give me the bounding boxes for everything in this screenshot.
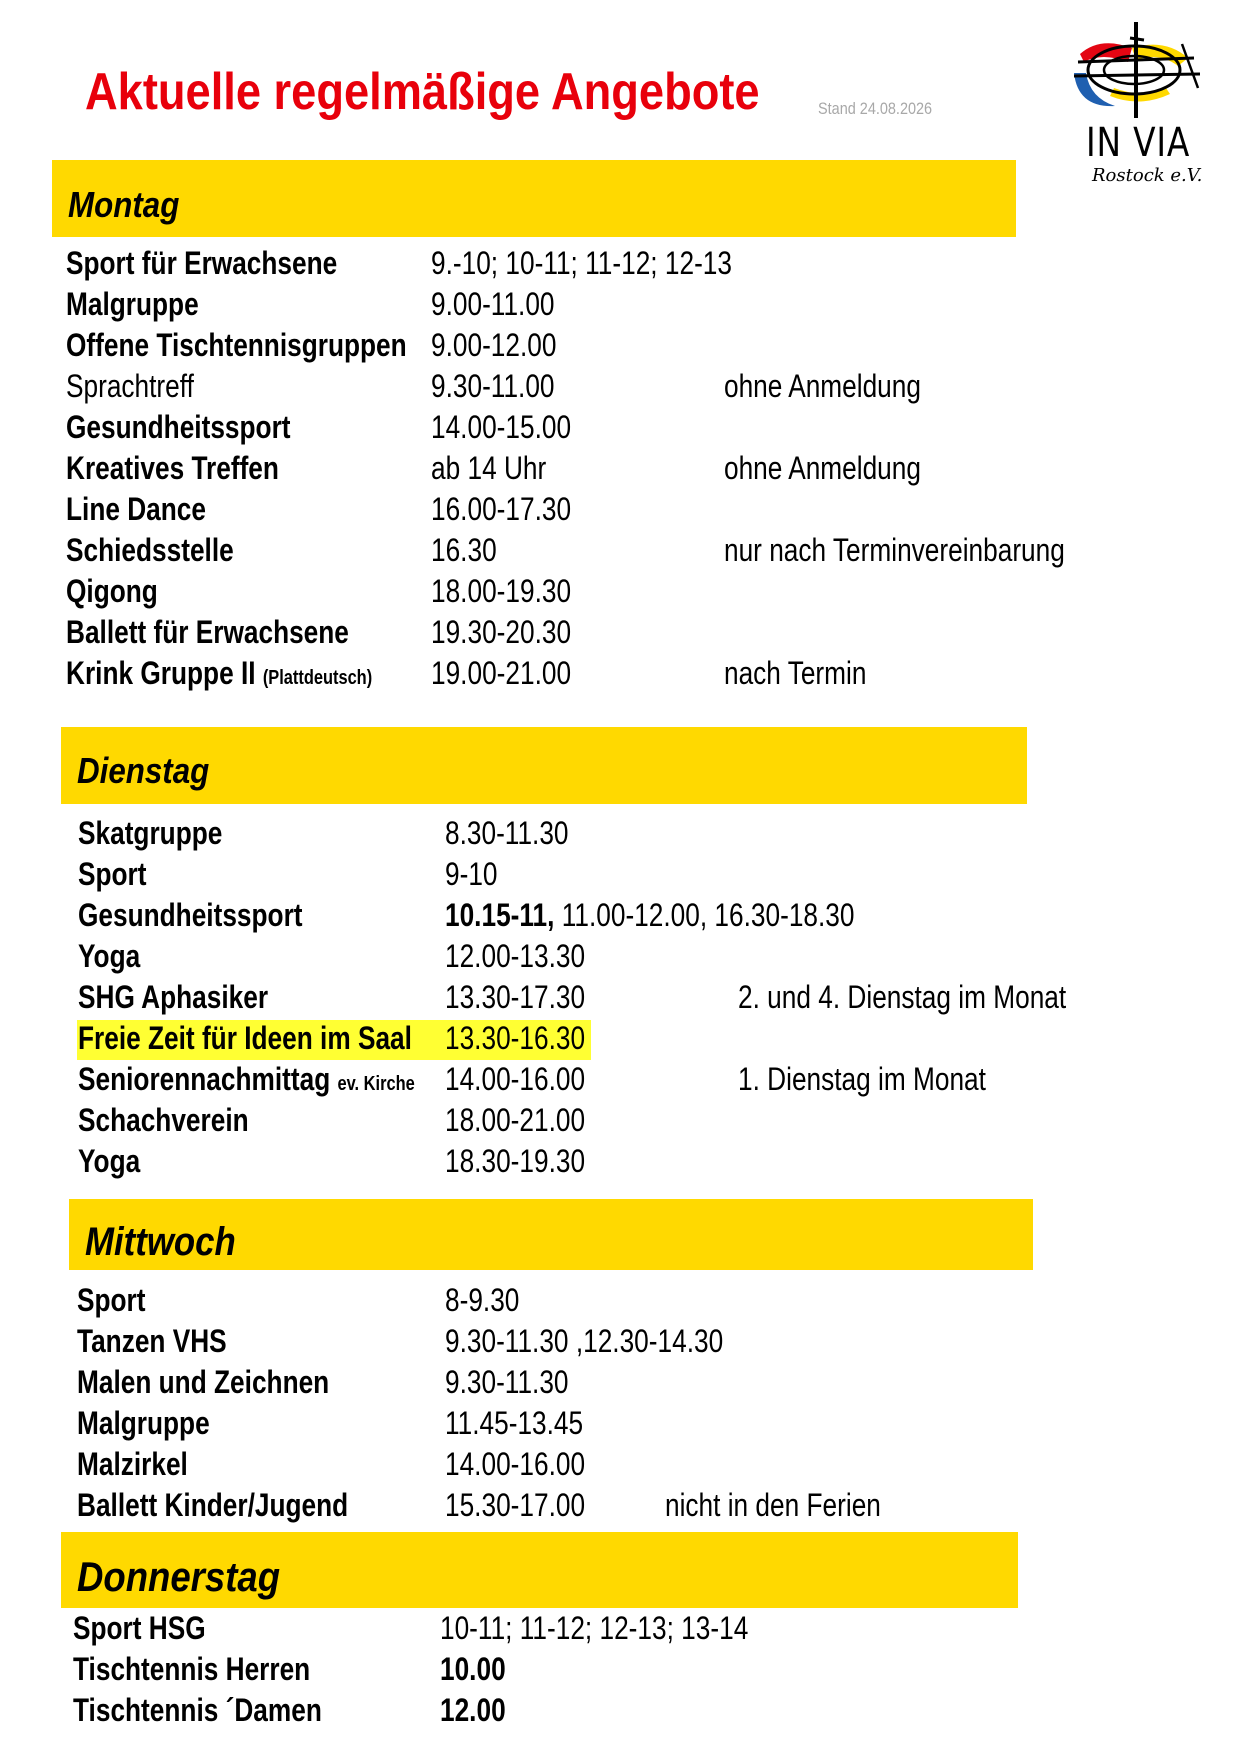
activity-time: 14.00-15.00: [431, 409, 572, 445]
activity-name: Malgruppe: [66, 286, 199, 322]
activity-note: 1. Dienstag im Monat: [738, 1061, 986, 1097]
activity-time: 9.-10; 10-11; 11-12; 12-13: [431, 245, 732, 281]
activity-name: Tanzen VHS: [77, 1323, 227, 1359]
page-title: Aktuelle regelmäßige Angebote: [85, 63, 760, 121]
activity-name: Sport: [78, 856, 147, 892]
activity-time: 18.30-19.30: [445, 1143, 586, 1179]
activity-time: 19.30-20.30: [431, 614, 572, 650]
activity-name: Yoga: [78, 938, 141, 974]
activity-name: Malen und Zeichnen: [77, 1364, 330, 1400]
activity-name: Sprachtreff: [66, 368, 194, 404]
activity-time: 13.30-16.30: [445, 1020, 586, 1056]
activity-name: Qigong: [66, 573, 158, 609]
activity-name: Schiedsstelle: [66, 532, 234, 568]
activity-time: 19.00-21.00: [431, 655, 572, 691]
activity-name-suffix: ev. Kirche: [337, 1073, 415, 1095]
activity-time: 8-9.30: [445, 1282, 520, 1318]
activity-time: 14.00-16.00: [445, 1446, 586, 1482]
activity-time: 12.00-13.30: [445, 938, 586, 974]
activity-time-rest: 11.00-12.00, 16.30-18.30: [554, 897, 855, 933]
activity-time: 18.00-21.00: [445, 1102, 586, 1138]
activity-time: 11.45-13.45: [445, 1405, 584, 1441]
activity-time: 10-11; 11-12; 12-13; 13-14: [440, 1610, 749, 1646]
activity-name: SHG Aphasiker: [78, 979, 269, 1015]
activity-time: 14.00-16.00: [445, 1061, 586, 1097]
day-label-mittwoch: Mittwoch: [85, 1220, 236, 1264]
activity-name: Line Dance: [66, 491, 206, 527]
activity-time: 16.00-17.30: [431, 491, 572, 527]
activity-time: 9-10: [445, 856, 498, 892]
activity-note: nach Termin: [724, 655, 867, 691]
activity-time: 13.30-17.30: [445, 979, 586, 1015]
activity-note: ohne Anmeldung: [724, 450, 921, 486]
day-label-dienstag: Dienstag: [77, 750, 210, 791]
activity-time: 10.00: [440, 1651, 506, 1687]
activity-time: 9.30-11.30: [445, 1364, 569, 1400]
activity-name: Yoga: [78, 1143, 141, 1179]
activity-name: Tischtennis Herren: [73, 1651, 311, 1687]
logo-subtitle: Rostock e.V.: [1092, 165, 1203, 186]
activity-time: 18.00-19.30: [431, 573, 572, 609]
activity-name: [78, 1059, 415, 1104]
activity-name: Tischtennis ´Damen: [73, 1692, 322, 1728]
activity-name: Gesundheitssport: [78, 897, 303, 933]
day-bar-montag: [52, 160, 1016, 237]
activity-name: Offene Tischtennisgruppen: [66, 327, 407, 363]
activity-time: 8.30-11.30: [445, 815, 569, 851]
activity-name: Malgruppe: [77, 1405, 210, 1441]
activity-name: Ballett für Erwachsene: [66, 614, 349, 650]
activity-note: ohne Anmeldung: [724, 368, 921, 404]
activity-name: [66, 653, 372, 698]
activity-name: Sport HSG: [73, 1610, 206, 1646]
activity-time: ab 14 Uhr: [431, 450, 547, 486]
activity-time: 16.30: [431, 532, 497, 568]
activity-note: nur nach Terminvereinbarung: [724, 532, 1065, 568]
activity-name-main: Krink Gruppe II: [66, 655, 256, 691]
activity-name: Schachverein: [78, 1102, 249, 1138]
activity-time: 9.00-12.00: [431, 327, 557, 363]
activity-name: Freie Zeit für Ideen im Saal: [78, 1020, 412, 1056]
activity-time: 15.30-17.00: [445, 1487, 586, 1523]
activity-name-main: Seniorennachmittag: [78, 1061, 331, 1097]
day-label-montag: Montag: [68, 184, 180, 225]
activity-name: Ballett Kinder/Jugend: [77, 1487, 349, 1523]
activity-time: 9.00-11.00: [431, 286, 555, 322]
stand-date: Stand 24.08.2026: [818, 99, 933, 118]
activity-name-suffix: (Plattdeutsch): [262, 667, 373, 689]
activity-name: Gesundheitssport: [66, 409, 291, 445]
activity-time: 12.00: [440, 1692, 506, 1728]
activity-time-bold: 10.15-11,: [445, 897, 555, 933]
activity-time: [445, 895, 854, 935]
activity-time: 9.30-11.30 ,12.30-14.30: [445, 1323, 724, 1359]
logo-text: IN VIA: [1086, 120, 1191, 166]
activity-name: Sport für Erwachsene: [66, 245, 338, 281]
activity-name: Skatgruppe: [78, 815, 223, 851]
day-label-donnerstag: Donnerstag: [77, 1553, 281, 1600]
activity-note: 2. und 4. Dienstag im Monat: [738, 979, 1067, 1015]
activity-name: Sport: [77, 1282, 146, 1318]
activity-note: nicht in den Ferien: [665, 1487, 881, 1523]
activity-name: Malzirkel: [77, 1446, 188, 1482]
activity-name: Kreatives Treffen: [66, 450, 279, 486]
activity-time: 9.30-11.00: [431, 368, 555, 404]
